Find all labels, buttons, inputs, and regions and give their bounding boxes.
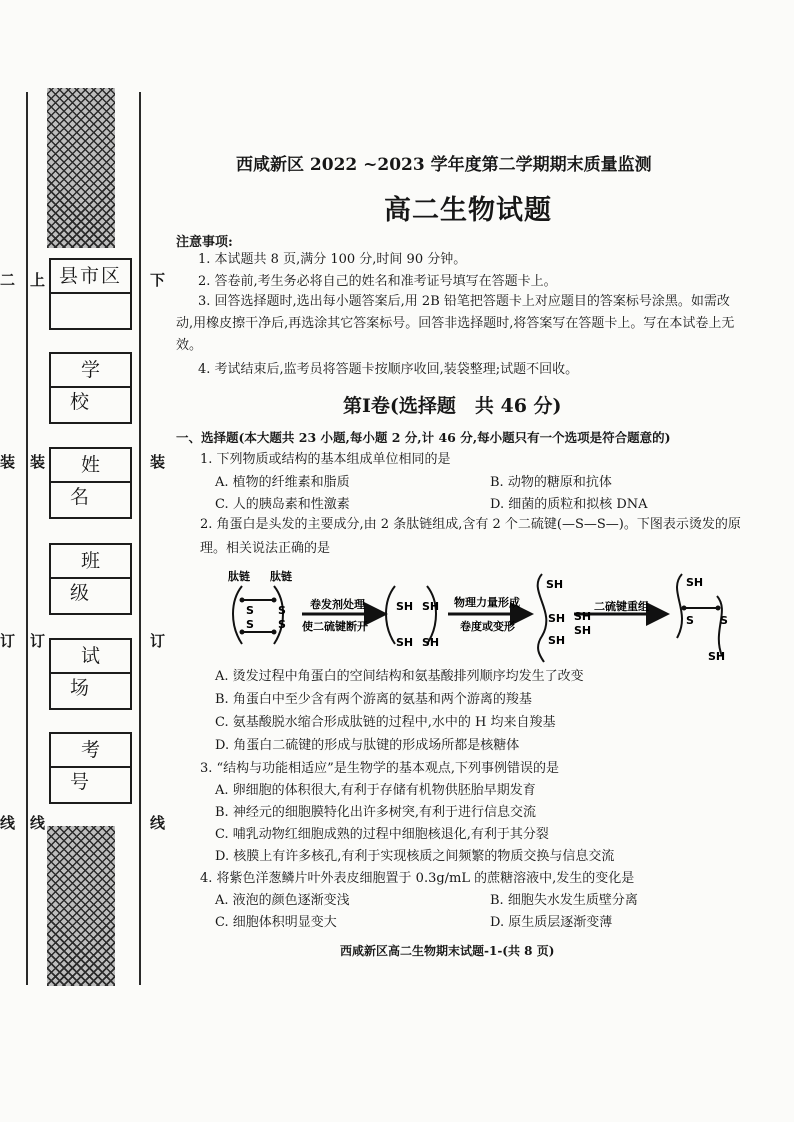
question-stem: 3. “结构与功能相适应”是生物学的基本观点,下列事例错误的是 [200,761,559,776]
arrow-label: 卷发剂处理 [310,598,365,611]
edge-char: 二 [0,271,16,289]
binding-char-right: 订 [150,632,166,650]
note-item: 2. 答卷前,考生务必将自己的姓名和准考证号填写在答题卡上。 [198,274,557,289]
field-county[interactable] [49,258,132,330]
sh-label: SH [708,650,726,663]
sh-label: SH [548,612,566,625]
question-option: D. 细菌的质粒和拟核 DNA [490,497,648,512]
arrow-label: 物理力量形成 [454,596,520,609]
field-exam-room-label: 试 场 [51,640,130,674]
chain-label: 肽链 [228,570,250,583]
field-county-label: 县市区 [51,260,130,294]
edge-char: 订 [0,632,16,650]
binding-char-right: 装 [150,453,166,471]
sh-label: SH [574,610,592,623]
question-option: C. 人的胰岛素和性激素 [215,497,350,512]
sh-label: SH [546,578,564,591]
field-exam-number[interactable] [49,732,132,804]
sh-label: SH [574,624,592,637]
field-name-label: 姓 名 [51,449,130,483]
s-label: S [278,604,286,617]
sh-label: SH [422,600,440,613]
notes-heading: 注意事项: [176,235,233,250]
binding-char-left: 上 [30,271,46,289]
arrow-label: 二硫键重组 [594,600,649,613]
question-option: D. 角蛋白二硫键的形成与肽键的形成场所都是核糖体 [215,738,520,753]
field-exam-number-label: 考 号 [51,734,130,768]
s-label: S [686,614,694,627]
note-item: 1. 本试题共 8 页,满分 100 分,时间 90 分钟。 [198,252,467,267]
perm-diagram [222,566,742,666]
page-footer: 西咸新区高二生物期末试题-1-(共 8 页) [340,944,555,958]
question-option: A. 烫发过程中角蛋白的空间结构和氨基酸排列顺序均发生了改变 [215,669,584,684]
question-option: B. 神经元的细胞膜特化出许多树突,有利于进行信息交流 [215,805,536,820]
exam-title: 西咸新区 2022 ~2023 学年度第二学期期末质量监测 [236,155,652,175]
hatch-pattern-top [47,88,115,248]
field-school[interactable] [49,352,132,424]
question-option: B. 细胞失水发生质壁分离 [490,893,638,908]
edge-char: 线 [0,814,16,832]
s-label: S [246,604,254,617]
question-option: A. 卵细胞的体积很大,有利于存储有机物供胚胎早期发育 [215,783,536,798]
question-option: A. 液泡的颜色逐渐变浅 [215,893,350,908]
question-option: B. 角蛋白中至少含有两个游离的氨基和两个游离的羧基 [215,692,532,707]
question-stem: 1. 下列物质或结构的基本组成单位相同的是 [200,452,451,467]
binding-char-left: 线 [30,814,46,832]
s-label: S [278,618,286,631]
binding-line-right [139,92,141,985]
question-stem: 4. 将紫色洋葱鳞片叶外表皮细胞置于 0.3g/mL 的蔗糖溶液中,发生的变化是 [200,871,635,886]
question-option: C. 哺乳动物红细胞成熟的过程中细胞核退化,有利于其分裂 [215,827,549,842]
binding-char-right: 线 [150,814,166,832]
chain-label: 肽链 [270,570,292,583]
binding-char-left: 订 [30,632,46,650]
question-stem: 2. 角蛋白是头发的主要成分,由 2 条肽链组成,含有 2 个二硫键(—S—S—)。下图表示烫发的原理。相关说法正确的是 [200,517,741,556]
s-label: S [720,614,728,627]
question-option: C. 氨基酸脱水缩合形成肽链的过程中,水中的 H 均来自羧基 [215,715,556,730]
sh-label: SH [686,576,704,589]
sh-label: SH [396,636,414,649]
question-option: A. 植物的纤维素和脂质 [215,475,350,490]
question-option: C. 细胞体积明显变大 [215,915,337,930]
binding-char-right: 下 [150,271,166,289]
s-label: S [246,618,254,631]
field-class[interactable] [49,543,132,615]
sh-label: SH [422,636,440,649]
sh-label: SH [548,634,566,647]
exam-subtitle: 高二生物试题 [384,195,552,226]
binding-char-left: 装 [30,453,46,471]
section-title: 第Ⅰ卷(选择题 共 46 分) [343,395,562,417]
hatch-pattern-bottom [47,826,115,986]
question-option: D. 原生质层逐渐变薄 [490,915,613,930]
field-name[interactable] [49,447,132,519]
field-school-label: 学 校 [51,354,130,388]
binding-line-left [26,92,28,985]
arrow-label: 使二硫键断开 [302,620,368,633]
field-class-label: 班 级 [51,545,130,579]
question-option: D. 核膜上有许多核孔,有利于实现核质之间频繁的物质交换与信息交流 [215,849,615,864]
question-option: B. 动物的糖原和抗体 [490,475,612,490]
note-item: 3. 回答选择题时,选出每小题答案后,用 2B 铅笔把答题卡上对应题目的答案标号涂黑。如需改动,用橡皮擦干净后,再选涂其它答案标号。回答非选择题时,将答案写在答题卡上。写在本试卷上无效。 [176,294,735,353]
field-exam-room[interactable] [49,638,132,710]
edge-char: 装 [0,453,16,471]
section-intro: 一、选择题(本大题共 23 小题,每小题 2 分,计 46 分,每小题只有一个选项是符合题意的) [176,430,671,445]
note-item: 4. 考试结束后,监考员将答题卡按顺序收回,装袋整理;试题不回收。 [198,362,579,377]
sh-label: SH [396,600,414,613]
arrow-label: 卷度或变形 [460,620,515,633]
